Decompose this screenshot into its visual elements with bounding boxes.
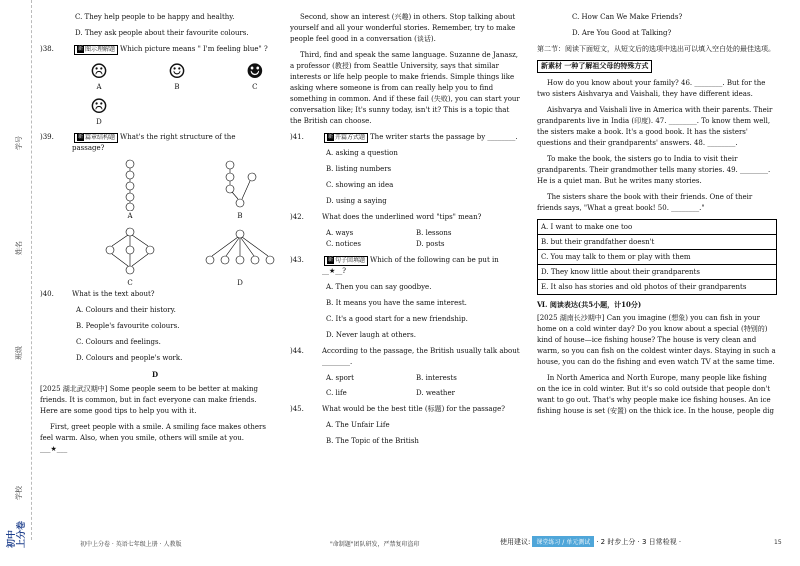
smile-face-icon: ☺	[167, 59, 186, 83]
option-d[interactable]: D. Never laugh at others.	[326, 331, 416, 339]
option-d-prev: D. They ask people about their favourite colours.	[75, 29, 249, 37]
question-41	[290, 132, 520, 143]
passage-paragraph: [2025 湖北武汉期中] Some people seem to be better at making friends. It is common, but in fact everyone can make friends. Here are some good tips to help you with it.	[40, 385, 258, 415]
binding-margin	[0, 0, 30, 566]
option-b[interactable]: B. listing numbers	[326, 165, 392, 173]
question-text: What does the underlined word "tips" mean?	[322, 213, 482, 221]
new-exam-tag	[74, 45, 118, 55]
option-d[interactable]: D. posts	[416, 240, 445, 248]
section-instruction: 第二节：阅读下面短文，从短文后的选项中选出可以填入空白处的最佳选项。	[537, 45, 775, 53]
face-option-d[interactable]	[90, 95, 108, 128]
margin-label-school: 学校	[15, 486, 23, 500]
option-a[interactable]: A. sport	[326, 374, 354, 382]
structure-diagram-d-icon	[200, 226, 280, 278]
option-d-prev: D. Are You Good at Talking?	[572, 29, 672, 37]
question-40	[40, 289, 270, 300]
tag-label: 图示理解题	[85, 46, 116, 53]
question-text: What is the text about?	[72, 290, 155, 298]
passage-paragraph: To make the book, the sisters go to India to visit their grandparents. Their grandmother tells many stories. 49. ________. He is a quiet man. But he writes many stories.	[537, 155, 771, 185]
passage-paragraph: Third, find and speak the same language. Suzanne de Janasz, a professor (教授) from Seattle University, says that similar interests or life help people to make friends. Simple things like asking where someone is from can really help you to find something in common. And if these fail (失败), you can start your conversation like; It's sunny today, isn't it? This is a topic that the British can choose.	[290, 51, 520, 125]
question-text: Which picture means " I'm feeling blue" ?	[120, 45, 268, 53]
footer-copyright: "命制题"团队研发，严禁复印盗印	[330, 541, 420, 548]
question-number: )45.	[290, 405, 304, 413]
sad-face-icon: ☹	[90, 59, 108, 83]
option-label: A	[96, 83, 102, 91]
option-label: B	[237, 212, 243, 220]
option-b[interactable]: B. It means you have the same interest.	[326, 299, 467, 307]
footer-book-info: 初中上分卷 · 英语七年级上册 · 人教版	[80, 541, 182, 548]
diagram-option-c[interactable]	[75, 226, 185, 289]
option-c-prev: C. How Can We Make Friends?	[572, 13, 683, 21]
option-c[interactable]: C. notices	[326, 240, 361, 248]
face-option-b[interactable]	[168, 60, 186, 93]
structure-diagram-b-icon	[210, 159, 270, 211]
column-3	[537, 12, 777, 422]
option-c[interactable]: C. life	[326, 389, 347, 397]
margin-label-class: 班级	[15, 346, 23, 360]
question-text: Which of the following can be put in __★__?	[322, 256, 499, 275]
choice-c[interactable]: C. You may talk to them or play with them	[538, 250, 776, 265]
section-heading: Ⅵ. 阅读表达(共5小题，计10分)	[537, 300, 642, 309]
choice-d[interactable]: D. They know little about their grandparents	[538, 265, 776, 280]
choice-b[interactable]: B. but their grandfather doesn't	[538, 235, 776, 250]
passage-paragraph: Aishvarya and Vaishali live in America with their parents. Their grandparents live in India (印度). 47. ________. To know them well, the sisters make a book. It's a good book. It has the sisters' questions and their grandparents' answers. 48. ________.	[537, 106, 773, 147]
option-label: D	[96, 118, 102, 126]
new-exam-tag	[324, 133, 368, 143]
diagram-option-a[interactable]	[75, 159, 185, 222]
passage-paragraph: First, greet people with a smile. A smiling face makes others feel warm. Also, when you smile, others will smile at you. ___★___	[40, 423, 266, 453]
question-39	[40, 132, 270, 154]
face-option-c[interactable]	[246, 60, 264, 93]
structure-diagram-a-icon	[100, 159, 160, 211]
tag-label: 句子回填题	[335, 257, 366, 264]
option-b[interactable]: B. People's favourite colours.	[76, 322, 180, 330]
option-b[interactable]: B. lessons	[416, 229, 452, 237]
option-a[interactable]: A. Colours and their history.	[76, 306, 176, 314]
option-d[interactable]: D. weather	[416, 389, 455, 397]
margin-label-student-id: 学号	[15, 136, 23, 150]
option-a[interactable]: A. ways	[326, 229, 354, 237]
option-a[interactable]: A. Then you can say goodbye.	[326, 283, 432, 291]
tag-label: 篇章结构题	[85, 134, 116, 141]
passage-paragraph: [2025 湖南长沙期中] Can you imagine (想象) you can fish in your home on a cold winter day? Do you know about a special (特别的) kind of house—ice fishing house? The house is very clean and warm, so you can fish on the coldest winter days. Staying in such a house, you can do the fishing and even watch TV at the same time.	[537, 314, 776, 366]
option-c[interactable]: C. It's a good start for a new friendship.	[326, 315, 468, 323]
new-exam-tag	[74, 133, 118, 143]
question-number: )40.	[40, 290, 54, 298]
face-option-a[interactable]	[90, 60, 108, 93]
structure-diagram-c-icon	[95, 226, 165, 278]
question-number: )39.	[40, 133, 54, 141]
tag-label: 开篇方式题	[335, 134, 366, 141]
option-b[interactable]: B. The Topic of the British	[326, 437, 419, 445]
happy-face-icon: ☻	[245, 59, 264, 83]
tag-icon: 新	[327, 257, 333, 263]
passage-paragraph: The sisters share the book with their friends. One of their friends says, "What a great book! 50. ________."	[537, 193, 753, 212]
choice-box	[537, 219, 777, 295]
option-label: C	[252, 83, 258, 91]
passage-paragraph: Second, show an interest (兴趣) in others. Stop talking about yourself and all your wonderful stories. Remember, try to make people feel good in a conversation (谈话).	[290, 13, 516, 43]
question-number: )44.	[290, 347, 304, 355]
question-number: )38.	[40, 45, 54, 53]
question-42	[290, 212, 520, 223]
question-43	[290, 255, 520, 277]
option-d[interactable]: D. Colours and people's work.	[76, 354, 183, 362]
frown-face-icon: ☹	[90, 94, 108, 118]
diagram-option-d[interactable]	[185, 226, 295, 289]
passage-paragraph: How do you know about your family? 46. ________. But for the two sisters Aishvarya and Vaishali, they have different ideas.	[537, 79, 766, 98]
usage-chip: 课堂练习 / 单元测试	[532, 536, 594, 547]
option-a[interactable]: A. asking a question	[326, 149, 398, 157]
option-grid	[290, 228, 520, 250]
question-45	[290, 404, 520, 415]
option-label: A	[127, 212, 133, 220]
question-number: )42.	[290, 213, 304, 221]
margin-label-name: 姓名	[15, 241, 23, 255]
passage-paragraph: In North America and North Europe, many people like fishing on the ice in cold winter. But it's so cold outside that people don't want to go out. That's why people make ice fishing houses. An ice fishing house is set (安置) on the thick ice. In the house, people dig	[537, 374, 774, 415]
brand-logo-bottom: 上分卷	[17, 520, 27, 548]
question-text: The writer starts the passage by ________.	[370, 133, 518, 141]
question-number: )43.	[290, 256, 304, 264]
tag-icon: 新	[327, 134, 333, 140]
option-a[interactable]: A. The Unfair Life	[326, 421, 390, 429]
question-44	[290, 346, 520, 368]
question-text: What's the right structure of the passage?	[72, 133, 236, 152]
option-c[interactable]: C. Colours and feelings.	[76, 338, 161, 346]
new-exam-tag	[324, 256, 368, 266]
option-label: B	[174, 83, 180, 91]
usage-tail: · 2 时步上分 · 3 日常检视 ·	[596, 538, 682, 546]
new-material-banner: 新素材 一种了解祖父母的特殊方式	[537, 60, 652, 73]
diagram-option-b[interactable]	[185, 159, 295, 222]
option-b[interactable]: B. interests	[416, 374, 457, 382]
usage-label: 使用建议:	[500, 538, 531, 546]
question-number: )41.	[290, 133, 304, 141]
option-d[interactable]: D. using a saying	[326, 197, 387, 205]
usage-suggestion	[500, 536, 681, 547]
page-number: 15	[774, 539, 782, 546]
tag-icon: 新	[77, 46, 83, 52]
question-38	[40, 44, 270, 55]
structure-diagrams	[40, 159, 270, 289]
column-1	[40, 12, 270, 460]
brand-logo-top: 初中	[7, 529, 17, 548]
cut-line	[31, 0, 32, 540]
face-options	[40, 60, 270, 128]
choice-e[interactable]: E. It also has stories and old photos of their grandparents	[541, 283, 747, 291]
option-label: D	[237, 279, 243, 287]
section-letter: D	[151, 370, 159, 379]
question-text: According to the passage, the British usually talk about ________.	[322, 347, 520, 366]
option-c[interactable]: C. showing an idea	[326, 181, 394, 189]
choice-a[interactable]: A. I want to make one too	[538, 220, 776, 235]
tag-icon: 新	[77, 134, 83, 140]
option-c-prev: C. They help people to be happy and healthy.	[75, 13, 235, 21]
question-text: What would be the best title (标题) for the passage?	[322, 405, 505, 413]
option-label: C	[127, 279, 133, 287]
column-2	[290, 12, 520, 452]
option-grid	[290, 373, 520, 399]
